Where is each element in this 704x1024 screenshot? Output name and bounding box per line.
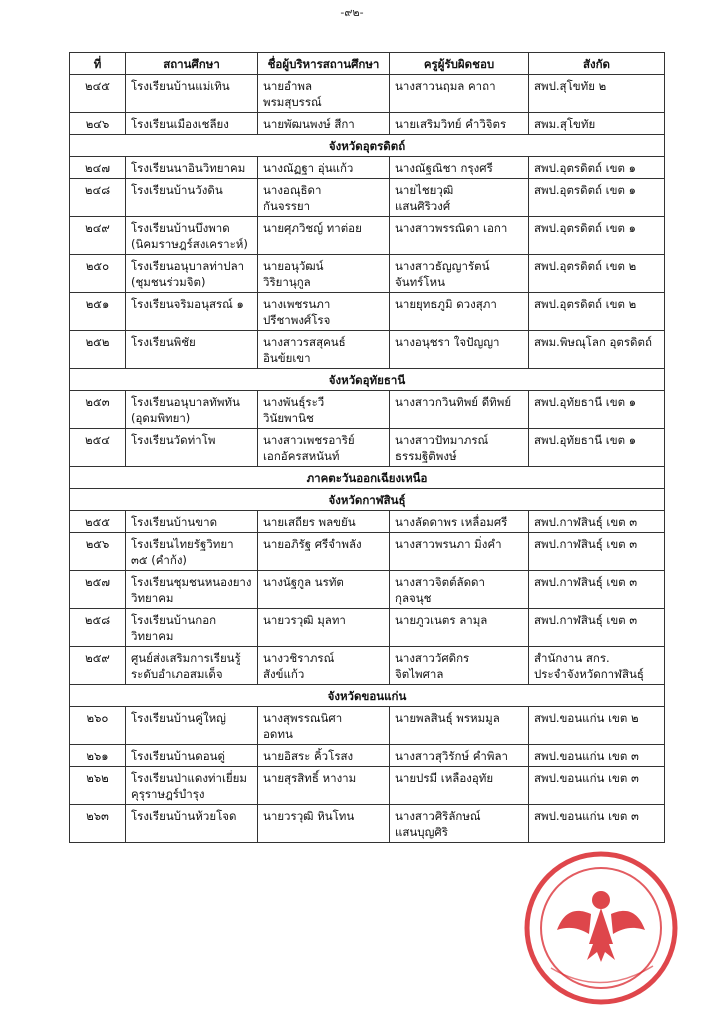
cell-school	[126, 767, 258, 805]
cell-line: นายเสถียร พลขยัน	[263, 515, 356, 529]
cell-no: ๒๕๗	[70, 571, 126, 609]
cell-no: ๒๕๓	[70, 391, 126, 429]
cell-director	[258, 179, 390, 217]
cell-line: นางลัดดาพร เหลื่อมศรี	[395, 515, 508, 529]
cell-director	[258, 767, 390, 805]
cell-line: นายพลสินธุ์ พรหมมูล	[395, 711, 500, 725]
cell-line: นายอิสระ คิ้วโรสง	[263, 749, 354, 763]
cell-line: สพป.กาฬสินธุ์ เขต ๓	[534, 537, 638, 551]
cell-line: (นิคมราษฎร์สงเคราะห์)	[131, 237, 248, 251]
cell-line: นางสาวปัทมาภรณ์	[395, 433, 489, 447]
cell-no: ๒๔๙	[70, 217, 126, 255]
cell-no: ๒๖๓	[70, 805, 126, 843]
cell-line: (อุดมพิทยา)	[131, 411, 191, 425]
cell-no: ๒๕๘	[70, 609, 126, 647]
cell-affiliation	[529, 331, 665, 369]
cell-line: วิทยาคม	[131, 591, 174, 605]
cell-school	[126, 533, 258, 571]
cell-affiliation	[529, 707, 665, 745]
cell-line: นางนัฐกูล นรทัต	[263, 575, 344, 589]
cell-teacher	[390, 293, 529, 331]
cell-line: ธรรมฐิติพงษ์	[395, 449, 457, 463]
cell-line: โรงเรียนบ้านวังดิน	[131, 183, 223, 197]
cell-school	[126, 745, 258, 767]
cell-teacher	[390, 391, 529, 429]
cell-line: โรงเรียนป่าแดงท่าเยี่ยม	[131, 771, 247, 785]
cell-school	[126, 293, 258, 331]
cell-line: นายเสริมวิทย์ คำวิจิตร	[395, 117, 507, 131]
cell-line: สพม.พิษณุโลก อุตรดิตถ์	[534, 335, 652, 349]
cell-line: สพป.อุตรดิตถ์ เขต ๑	[534, 183, 636, 197]
cell-affiliation	[529, 113, 665, 135]
cell-teacher	[390, 255, 529, 293]
cell-line: แสนบุญศิริ	[395, 825, 448, 839]
cell-line: นายยุทธภูมิ ดวงสุภา	[395, 297, 497, 311]
cell-school	[126, 391, 258, 429]
cell-teacher	[390, 429, 529, 467]
cell-director	[258, 391, 390, 429]
cell-affiliation	[529, 805, 665, 843]
province-group-row	[70, 135, 665, 157]
cell-teacher	[390, 511, 529, 533]
cell-line: โรงเรียนไทยรัฐวิทยา	[131, 537, 234, 551]
cell-line: โรงเรียนบ้านบึงพาด	[131, 221, 230, 235]
cell-line: นางณัฐณิชา กรุงศรี	[395, 161, 493, 175]
cell-school	[126, 255, 258, 293]
cell-line: โรงเรียนบ้านกอก	[131, 613, 217, 627]
cell-line: พรมสุบรรณ์	[263, 95, 322, 109]
cell-line: นางพันธุ์ระวี	[263, 395, 325, 409]
cell-line: สพป.กาฬสินธุ์ เขต ๓	[534, 575, 638, 589]
cell-line: อดทน	[263, 727, 293, 741]
cell-school	[126, 331, 258, 369]
cell-director	[258, 113, 390, 135]
cell-line: นางสาวธัญญารัตน์	[395, 259, 490, 273]
table-row	[70, 293, 665, 331]
cell-affiliation	[529, 179, 665, 217]
cell-affiliation	[529, 609, 665, 647]
cell-director	[258, 429, 390, 467]
cell-teacher	[390, 533, 529, 571]
cell-line: นายอำพล	[263, 79, 313, 93]
table-row	[70, 805, 665, 843]
header-teacher: ครูผู้รับผิดชอบ	[390, 53, 529, 75]
cell-line: กุลจนุช	[395, 591, 432, 605]
cell-school	[126, 217, 258, 255]
cell-affiliation	[529, 533, 665, 571]
cell-line: นางวชิราภรณ์	[263, 651, 335, 665]
cell-no: ๒๕๒	[70, 331, 126, 369]
cell-no: ๒๔๕	[70, 75, 126, 113]
cell-line: โรงเรียนบ้านแม่เทิน	[131, 79, 230, 93]
table-row	[70, 571, 665, 609]
cell-director	[258, 647, 390, 685]
header-director: ชื่อผู้บริหารสถานศึกษา	[258, 53, 390, 75]
header-school: สถานศึกษา	[126, 53, 258, 75]
cell-director	[258, 293, 390, 331]
cell-line: สพป.อุตรดิตถ์ เขต ๑	[534, 161, 636, 175]
cell-no: ๒๕๑	[70, 293, 126, 331]
cell-line: ๓๕ (คำก้ง)	[131, 553, 187, 567]
cell-director	[258, 511, 390, 533]
cell-line: นางณัฏฐา อุ่นแก้ว	[263, 161, 354, 175]
cell-school	[126, 805, 258, 843]
cell-no: ๒๕๐	[70, 255, 126, 293]
province-group-row	[70, 467, 665, 489]
table-row	[70, 429, 665, 467]
cell-affiliation	[529, 75, 665, 113]
cell-line: นายภูวเนตร ลามุล	[395, 613, 488, 627]
cell-affiliation	[529, 255, 665, 293]
page-number: -๙๒-	[340, 6, 364, 19]
cell-no: ๒๕๖	[70, 533, 126, 571]
cell-teacher	[390, 571, 529, 609]
cell-teacher	[390, 157, 529, 179]
cell-teacher	[390, 647, 529, 685]
cell-no: ๒๔๖	[70, 113, 126, 135]
cell-line: นายศุภวิชญ์ ทาต่อย	[263, 221, 362, 235]
cell-school	[126, 609, 258, 647]
cell-affiliation	[529, 391, 665, 429]
cell-teacher	[390, 745, 529, 767]
cell-line: สพม.สุโขทัย	[534, 117, 596, 131]
cell-director	[258, 805, 390, 843]
cell-line: นางสาวพรนภา มิ่งคำ	[395, 537, 502, 551]
province-group-label: จังหวัดกาฬสินธุ์	[70, 489, 665, 511]
cell-line: วิริยานุกูล	[263, 275, 311, 289]
cell-line: ปรีชาพงศ์โรจ	[263, 313, 331, 327]
cell-line: โรงเรียนจริมอนุสรณ์ ๑	[131, 297, 244, 311]
cell-affiliation	[529, 217, 665, 255]
cell-affiliation	[529, 511, 665, 533]
cell-no: ๒๕๕	[70, 511, 126, 533]
table-body	[70, 75, 665, 843]
cell-line: จันทร์โหน	[395, 275, 445, 289]
cell-affiliation	[529, 647, 665, 685]
cell-line: นางสาวสุวิรักษ์ คำพิลา	[395, 749, 508, 763]
header-affiliation: สังกัด	[529, 53, 665, 75]
cell-line: โรงเรียนเมืองเชลียง	[131, 117, 229, 131]
cell-director	[258, 75, 390, 113]
cell-teacher	[390, 707, 529, 745]
cell-line: นางสาวพรรณิดา เอกา	[395, 221, 508, 235]
garuda-emblem-icon	[557, 891, 645, 962]
cell-teacher	[390, 331, 529, 369]
province-group-label: ภาคตะวันออกเฉียงเหนือ	[70, 467, 665, 489]
cell-line: นางสาวรสสุคนธ์	[263, 335, 346, 349]
header-no: ที่	[70, 53, 126, 75]
cell-line: สพป.ขอนแก่น เขต ๓	[534, 749, 639, 763]
cell-line: นางสาววัศดิกร	[395, 651, 470, 665]
table-row	[70, 331, 665, 369]
cell-director	[258, 609, 390, 647]
cell-teacher	[390, 609, 529, 647]
cell-line: สพป.อุทัยธานี เขต ๑	[534, 395, 636, 409]
cell-line: วิทยาคม	[131, 629, 174, 643]
cell-director	[258, 331, 390, 369]
cell-director	[258, 745, 390, 767]
table-row	[70, 511, 665, 533]
cell-school	[126, 113, 258, 135]
cell-line: นายอนุวัฒน์	[263, 259, 324, 273]
table-row	[70, 647, 665, 685]
cell-line: ระดับอำเภอสมเด็จ	[131, 667, 223, 681]
cell-line: นายสุรสิทธิ์ หางาม	[263, 771, 357, 785]
cell-line: คุรุราษฎร์บำรุง	[131, 787, 205, 801]
cell-no: ๒๔๘	[70, 179, 126, 217]
cell-line: นางสาวเพชรอาริย์	[263, 433, 355, 447]
cell-teacher	[390, 767, 529, 805]
cell-school	[126, 707, 258, 745]
cell-director	[258, 571, 390, 609]
cell-line: โรงเรียนพิชัย	[131, 335, 196, 349]
cell-line: สพป.อุทัยธานี เขต ๑	[534, 433, 636, 447]
cell-affiliation	[529, 293, 665, 331]
cell-school	[126, 511, 258, 533]
table-row	[70, 113, 665, 135]
table-row	[70, 391, 665, 429]
cell-line: เอกอัครสหนันท์	[263, 449, 340, 463]
cell-line: นายไชยวุฒิ	[395, 183, 454, 197]
cell-line: ศูนย์ส่งเสริมการเรียนรู้	[131, 651, 241, 665]
province-group-label: จังหวัดอุทัยธานี	[70, 369, 665, 391]
cell-line: อินข้ยเขา	[263, 351, 311, 365]
table-row	[70, 767, 665, 805]
cell-affiliation	[529, 157, 665, 179]
cell-line: สพป.ขอนแก่น เขต ๒	[534, 711, 639, 725]
cell-line: แสนศิริวงศ์	[395, 199, 451, 213]
table-row	[70, 745, 665, 767]
table-row	[70, 157, 665, 179]
cell-line: นางสาวจิตต์ลัดดา	[395, 575, 485, 589]
cell-line: นายวรวุฒิ หินโทน	[263, 809, 355, 823]
table-row	[70, 255, 665, 293]
cell-affiliation	[529, 745, 665, 767]
cell-line: โรงเรียนบ้านขาด	[131, 515, 218, 529]
cell-school	[126, 179, 258, 217]
cell-line: นางอนุชรา ใจปัญญา	[395, 335, 500, 349]
cell-line: (ชุมชนร่วมจิต)	[131, 275, 206, 289]
province-group-row	[70, 685, 665, 707]
cell-line: โรงเรียนบ้านดอนดู่	[131, 749, 225, 763]
cell-school	[126, 647, 258, 685]
table-header-row	[70, 53, 665, 75]
cell-school	[126, 157, 258, 179]
cell-line: สพป.ขอนแก่น เขต ๓	[534, 771, 639, 785]
cell-director	[258, 217, 390, 255]
cell-line: นายปรมี เหลืองอุทัย	[395, 771, 494, 785]
cell-line: สพป.อุตรดิตถ์ เขต ๒	[534, 259, 637, 273]
cell-director	[258, 707, 390, 745]
table-row	[70, 179, 665, 217]
cell-teacher	[390, 217, 529, 255]
cell-line: โรงเรียนวัดท่าโพ	[131, 433, 216, 447]
cell-school	[126, 571, 258, 609]
cell-director	[258, 255, 390, 293]
cell-no: ๒๔๗	[70, 157, 126, 179]
cell-no: ๒๕๔	[70, 429, 126, 467]
province-group-row	[70, 369, 665, 391]
cell-line: กันจรรยา	[263, 199, 311, 213]
cell-affiliation	[529, 767, 665, 805]
cell-teacher	[390, 805, 529, 843]
cell-line: วินัยพานิช	[263, 411, 314, 425]
cell-line: สำนักงาน สกร.	[534, 651, 610, 665]
cell-line: นางสาวกวินทิพย์ ดีทิพย์	[395, 395, 512, 409]
cell-teacher	[390, 75, 529, 113]
cell-line: นายอภิรัฐ ศรีจำพลัง	[263, 537, 362, 551]
cell-line: สพป.สุโขทัย ๒	[534, 79, 607, 93]
cell-line: นางเพชรนภา	[263, 297, 331, 311]
province-group-row	[70, 489, 665, 511]
province-group-label: จังหวัดขอนแก่น	[70, 685, 665, 707]
cell-line: สพป.กาฬสินธุ์ เขต ๓	[534, 515, 638, 529]
cell-line: โรงเรียนบ้านคู่ใหญ่	[131, 711, 226, 725]
table-row	[70, 75, 665, 113]
table-row	[70, 217, 665, 255]
table-row	[70, 609, 665, 647]
cell-teacher	[390, 179, 529, 217]
cell-no: ๒๖๑	[70, 745, 126, 767]
cell-line: นางสาวศิริลักษณ์	[395, 809, 481, 823]
cell-line: นางอณุธิดา	[263, 183, 322, 197]
cell-line: นายพัฒนพงษ์ สีกา	[263, 117, 355, 131]
cell-no: ๒๖๐	[70, 707, 126, 745]
cell-line: สพป.ขอนแก่น เขต ๓	[534, 809, 639, 823]
cell-no: ๒๖๒	[70, 767, 126, 805]
cell-line: โรงเรียนนาอินวิทยาคม	[131, 161, 246, 175]
cell-line: โรงเรียนชุมชนหนองยาง	[131, 575, 252, 589]
cell-no: ๒๕๙	[70, 647, 126, 685]
table-row	[70, 533, 665, 571]
cell-affiliation	[529, 571, 665, 609]
table-row	[70, 707, 665, 745]
cell-line: สพป.อุตรดิตถ์ เขต ๑	[534, 221, 636, 235]
cell-line: สพป.อุตรดิตถ์ เขต ๒	[534, 297, 637, 311]
cell-school	[126, 75, 258, 113]
cell-director	[258, 157, 390, 179]
province-group-label: จังหวัดอุตรดิตถ์	[70, 135, 665, 157]
cell-line: โรงเรียนบ้านห้วยโจด	[131, 809, 237, 823]
cell-line: จิตไพศาล	[395, 667, 444, 681]
cell-line: นายวรวุฒิ มุลทา	[263, 613, 346, 627]
cell-affiliation	[529, 429, 665, 467]
cell-line: ประจำจังหวัดกาฬสินธุ์	[534, 667, 644, 681]
cell-line: นางสาวนฤมล คาถา	[395, 79, 496, 93]
cell-line: สังข์แก้ว	[263, 667, 305, 681]
cell-line: สพป.กาฬสินธุ์ เขต ๓	[534, 613, 638, 627]
cell-school	[126, 429, 258, 467]
cell-director	[258, 533, 390, 571]
official-seal-stamp	[521, 848, 681, 1008]
cell-line: โรงเรียนอนุบาลทัพทัน	[131, 395, 240, 409]
cell-line: โรงเรียนอนุบาลท่าปลา	[131, 259, 245, 273]
cell-teacher	[390, 113, 529, 135]
cell-line: นางสุพรรณนิศา	[263, 711, 343, 725]
school-list-table	[69, 52, 665, 843]
